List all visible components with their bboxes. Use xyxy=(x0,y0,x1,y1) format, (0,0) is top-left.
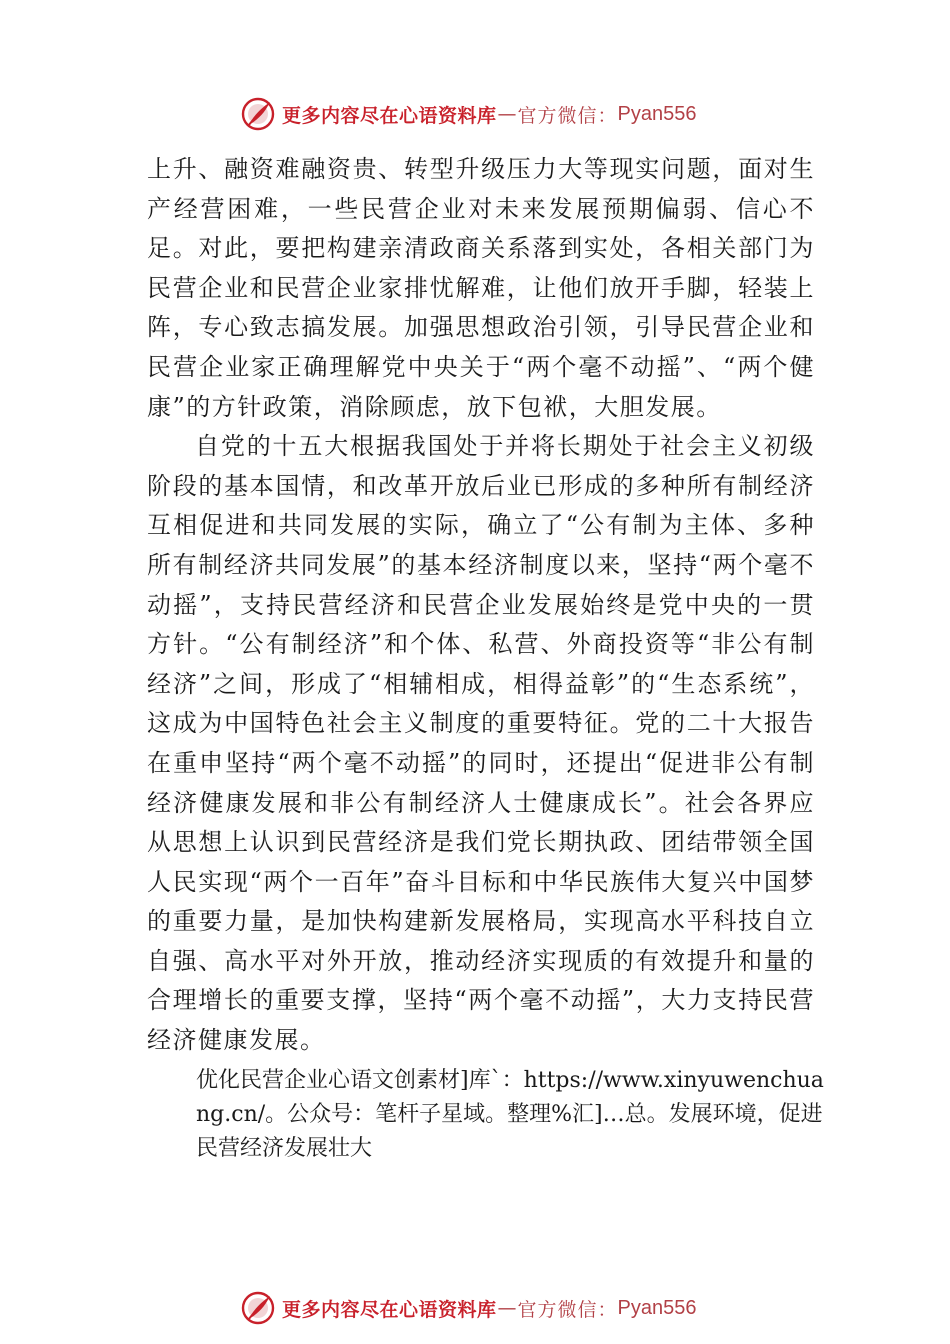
document-body xyxy=(147,150,815,1061)
paragraph-1: 上升、融资难融资贵、转型升级压力大等现实问题，面对生产经营困难，一些民营企业对未来发展预期偏弱、信心不足。对此，要把构建亲清政商关系落到实处，各相关部门为民营企业和民营企业家排忧解难，让他们放开手脚，轻装上阵，专心致志搞发展。加强思想政治引领，引导民营企业和民营企业家正确理解党中央关于“两个毫不动摇”、“两个健康”的方针政策，消除顾虑，放下包袱，大胆发展。 xyxy=(147,155,815,421)
watermark-text: 更多内容尽在心语资料库 xyxy=(282,104,497,127)
watermark-text: 更多内容尽在心语资料库 xyxy=(282,1298,497,1321)
watermark-wechat-id: Pyan556 xyxy=(617,102,697,125)
quill-logo-icon xyxy=(240,1290,276,1326)
watermark-dash: — xyxy=(497,1297,517,1319)
quill-logo-icon xyxy=(240,96,276,132)
paragraph-2: 自党的十五大根据我国处于并将长期处于社会主义初级阶段的基本国情，和改革开放后业已形成的多种所有制经济互相促进和共同发展的实际，确立了“公有制为主体、多种所有制经济共同发展”的基本经济制度以来，坚持“两个毫不动摇”，支持民营经济和民营企业发展始终是党中央的一贯方针。“公有制经济”和个体、私营、外商投资等“非公有制经济”之间，形成了“相辅相成，相得益彰”的“生态系统”，这成为中国特色社会主义制度的重要特征。党的二十大报告在重申坚持“两个毫不动摇”的同时，还提出“促进非公有制经济健康发展和非公有制经济人士健康成长”。社会各界应从思想上认识到民营经济是我们党长期执政、团结带领全国人民实现“两个一百年”奋斗目标和中华民族伟大复兴中国梦的重要力量，是加快构建新发展格局，实现高水平科技自立自强、高水平对外开放，推动经济实现质的有效提升和量的合理增长的重要支撑，坚持“两个毫不动摇”，大力支持民营经济健康发展。 xyxy=(147,432,815,1055)
watermark-wechat-label: 官方微信： xyxy=(517,1298,618,1321)
header-watermark xyxy=(240,94,697,134)
source-note: 优化民营企业心语文创素材]库`：https://www.xinyuwenchuang.cn/。公众号：笔杆子星域。整理%汇]…总。发展环境，促进民营经济发展壮大 xyxy=(196,1068,824,1161)
watermark-wechat-label: 官方微信： xyxy=(517,104,618,127)
watermark-wechat-id: Pyan556 xyxy=(617,1296,697,1319)
watermark-dash: — xyxy=(497,103,517,125)
footer-watermark xyxy=(240,1288,697,1328)
